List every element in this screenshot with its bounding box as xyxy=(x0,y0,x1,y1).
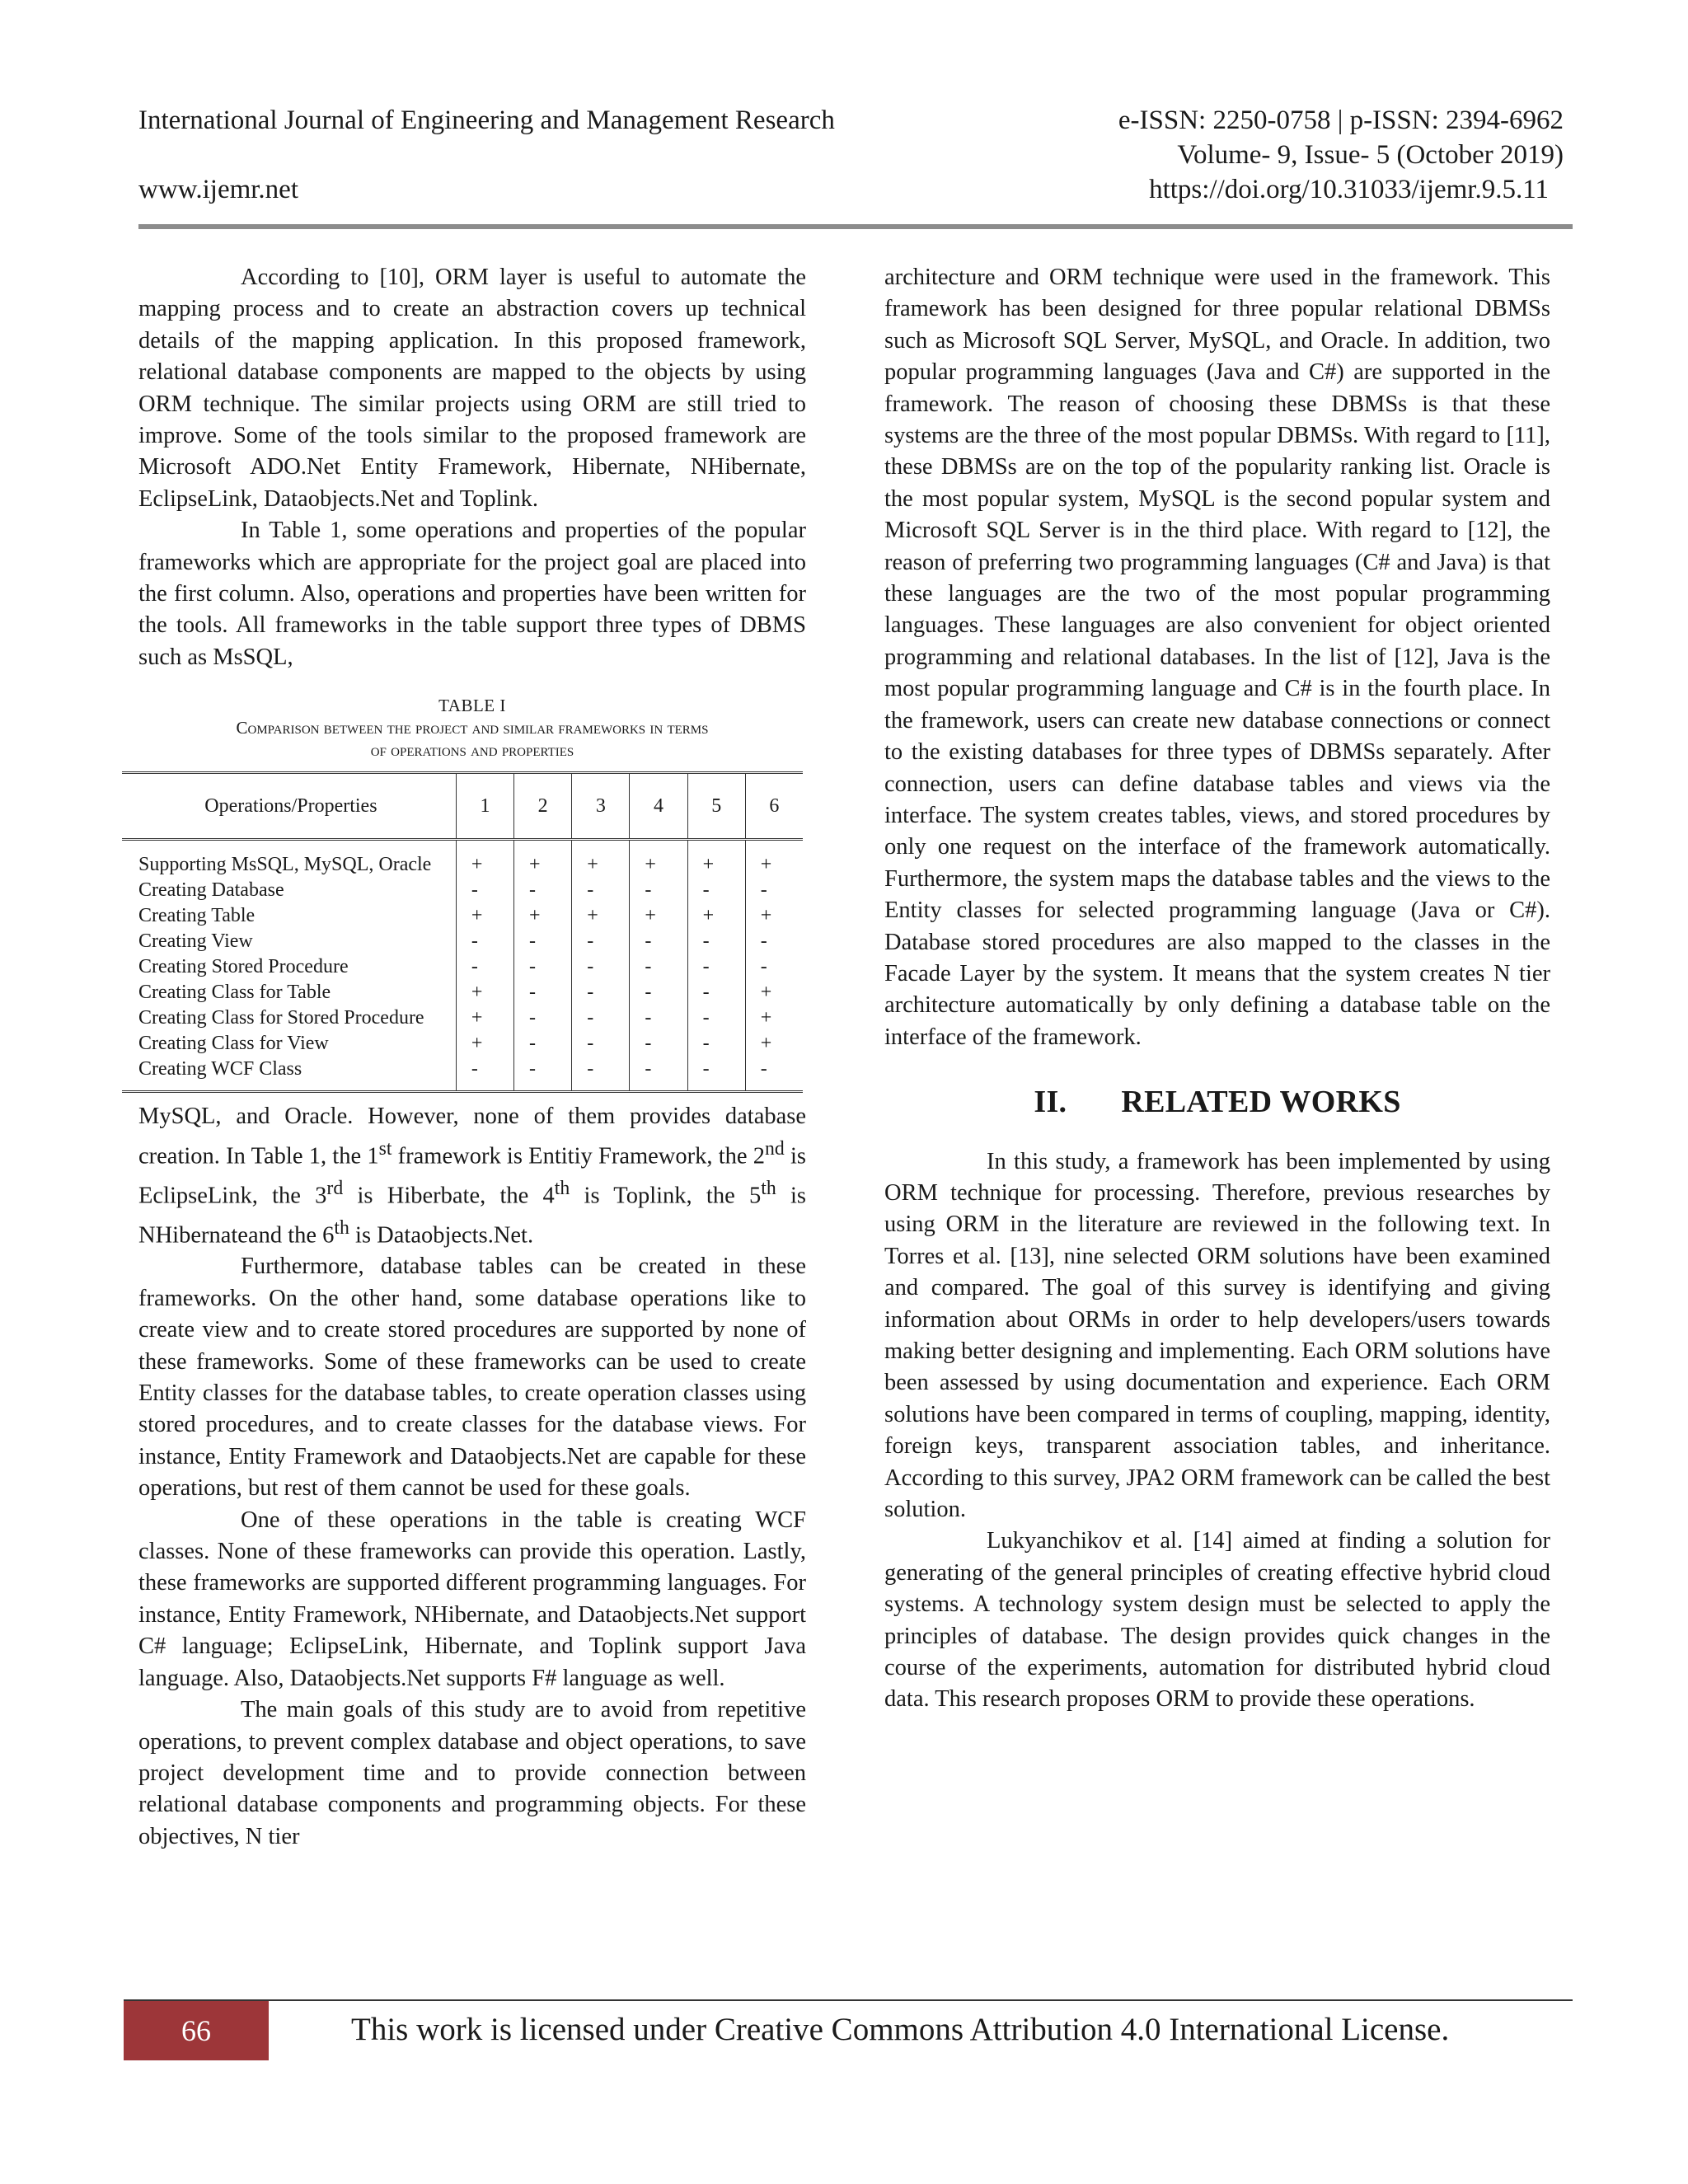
support-mark-fw-1: - xyxy=(456,878,513,903)
support-mark-fw-2: - xyxy=(514,929,572,954)
support-mark-fw-3: - xyxy=(572,1005,630,1031)
support-mark-fw-6: - xyxy=(745,1057,803,1092)
issn: e-ISSN: 2250-0758 | p-ISSN: 2394-6962 xyxy=(1118,105,1564,135)
left-column xyxy=(138,262,806,1853)
table-caption xyxy=(138,695,806,762)
table-col-header: Operations/Properties xyxy=(122,773,456,840)
right-paragraph-3: Lukyanchikov et al. [14] aimed at finding a solution for generating of the general principles of creating effective hybrid cloud systems. A technology system design must be selected to apply the principles of database. The design provides quick changes in the course of the experiments, automation for distributed hybrid cloud data. This research proposes ORM to provide these operations. xyxy=(884,1528,1550,1713)
p3-part-e: is Toplink, the 5 xyxy=(570,1183,762,1209)
support-mark-fw-1: + xyxy=(456,980,513,1005)
volume-issue: Volume- 9, Issue- 5 (October 2019) xyxy=(1177,140,1564,170)
p3-part-d: is Hiberbate, the 4 xyxy=(343,1183,555,1209)
support-mark-fw-6: - xyxy=(745,929,803,954)
support-mark-fw-4: - xyxy=(630,1031,687,1057)
support-mark-fw-1: - xyxy=(456,954,513,980)
comparison-table xyxy=(122,771,803,1093)
support-mark-fw-1: + xyxy=(456,840,513,879)
table-row xyxy=(122,903,803,929)
table-row xyxy=(122,954,803,980)
support-mark-fw-4: - xyxy=(630,929,687,954)
support-mark-fw-5: + xyxy=(687,840,745,879)
table-row xyxy=(122,1005,803,1031)
support-mark-fw-6: + xyxy=(745,980,803,1005)
ordinal-4th: th xyxy=(554,1177,570,1199)
framework-col-2: 2 xyxy=(514,773,572,840)
support-mark-fw-5: - xyxy=(687,1005,745,1031)
operation-label: Creating Database xyxy=(138,879,284,902)
p3-part-f: is NHibernateand the 6 xyxy=(138,1183,806,1248)
support-mark-fw-4: - xyxy=(630,1005,687,1031)
support-mark-fw-3: - xyxy=(572,954,630,980)
left-paragraph-5: One of these operations in the table is creating WCF classes. None of these frameworks can provide this operation. Lastly, these frameworks are supported different programming languages. For instance, Entity Framework, NHibernate, and Dataobjects.Net support C# language; EclipseLink, Hibernate, and Toplink support Java language. Also, Dataobjects.Net supports F# language as well. xyxy=(138,1507,806,1691)
operation-label: Creating Class for View xyxy=(138,1033,329,1055)
support-mark-fw-5: - xyxy=(687,929,745,954)
framework-col-5: 5 xyxy=(687,773,745,840)
support-mark-fw-4: + xyxy=(630,840,687,879)
left-paragraph-2: In Table 1, some operations and properties of the popular frameworks which are appropriate for the project goal are placed into the first column. Also, operations and properties have been written for the tools. All frameworks in the table support three types of DBMS such as MsSQL, xyxy=(138,518,806,670)
p3-part-b: framework is Entitiy Framework, the 2 xyxy=(392,1143,766,1169)
support-mark-fw-1: - xyxy=(456,929,513,954)
header-divider xyxy=(138,224,1573,229)
support-mark-fw-2: - xyxy=(514,1005,572,1031)
operation-label: Creating Stored Procedure xyxy=(138,956,349,978)
ordinal-2nd: nd xyxy=(765,1137,785,1160)
support-mark-fw-4: - xyxy=(630,980,687,1005)
doi-link[interactable]: https://doi.org/10.31033/ijemr.9.5.11 xyxy=(1149,175,1549,204)
table-label: TABLE I xyxy=(438,696,506,716)
support-mark-fw-3: - xyxy=(572,1057,630,1092)
table-body xyxy=(122,840,803,1092)
right-column xyxy=(884,262,1550,1716)
ordinal-5th: th xyxy=(761,1177,776,1199)
framework-col-4: 4 xyxy=(630,773,687,840)
operation-label: Supporting MsSQL, MySQL, Oracle xyxy=(138,854,432,876)
support-mark-fw-5: - xyxy=(687,878,745,903)
right-paragraph-2: In this study, a framework has been implemented by using ORM technique for processing. Therefore, previous researches by using ORM in the literature are reviewed in the following text. In Torres et al. [13], nine selected ORM solutions have been examined and compared. The goal of this survey is identifying and giving information about ORMs in order to help developers/users towards making better designing and implementing. Each ORM solutions have been assessed by using documentation and experience. Each ORM solutions have been compared in terms of coupling, mapping, identity, foreign keys, transparent association tables, and inheritance. According to this survey, JPA2 ORM framework can be called the best solution. xyxy=(884,1148,1550,1523)
table-row xyxy=(122,878,803,903)
support-mark-fw-3: - xyxy=(572,980,630,1005)
page-header xyxy=(138,105,1564,221)
table-title-line-2: of operations and properties xyxy=(370,740,574,761)
left-paragraph-3 xyxy=(138,1101,806,1251)
license-notice: This work is licensed under Creative Commons Attribution 4.0 International License. xyxy=(351,2012,1450,2047)
support-mark-fw-2: - xyxy=(514,1057,572,1092)
support-mark-fw-5: - xyxy=(687,980,745,1005)
support-mark-fw-2: - xyxy=(514,1031,572,1057)
support-mark-fw-4: + xyxy=(630,903,687,929)
operation-label: Creating WCF Class xyxy=(122,1057,456,1092)
support-mark-fw-2: - xyxy=(514,878,572,903)
left-paragraph-1: According to [10], ORM layer is useful to automate the mapping process and to create an abstraction covers up technical details of the mapping application. In this proposed framework, relational database components are mapped to the objects by using ORM technique. The similar projects using ORM are still tried to improve. Some of the tools similar to the proposed framework are Microsoft ADO.Net Entity Framework, Hibernate, NHibernate, EclipseLink, Dataobjects.Net and Toplink. xyxy=(138,265,806,512)
footer-divider xyxy=(124,1999,1573,2001)
ordinal-1st: st xyxy=(378,1137,392,1160)
page-number: 66 xyxy=(124,2001,269,2060)
left-paragraph-6: The main goals of this study are to avoid from repetitive operations, to prevent complex database and object operations, to save project development time and to provide connection between relational database components and programming objects. For these objectives, N tier xyxy=(138,1697,806,1849)
support-mark-fw-2: + xyxy=(514,840,572,879)
support-mark-fw-3: + xyxy=(572,840,630,879)
support-mark-fw-1: + xyxy=(456,1031,513,1057)
support-mark-fw-5: + xyxy=(687,903,745,929)
p3-part-c: is EclipseLink, the 3 xyxy=(138,1143,807,1209)
support-mark-fw-6: - xyxy=(745,878,803,903)
support-mark-fw-5: - xyxy=(687,1031,745,1057)
p3-part-a: MySQL, and Oracle. However, none of them provides database creation. In Table 1, the 1 xyxy=(138,1104,806,1169)
section-number: II. xyxy=(1034,1085,1067,1120)
support-mark-fw-6: + xyxy=(745,840,803,879)
support-mark-fw-2: + xyxy=(514,903,572,929)
support-mark-fw-6: - xyxy=(745,954,803,980)
journal-website[interactable]: www.ijemr.net xyxy=(138,175,298,204)
support-mark-fw-4: - xyxy=(630,1057,687,1092)
support-mark-fw-3: + xyxy=(572,903,630,929)
support-mark-fw-6: + xyxy=(745,903,803,929)
p3-part-g: is Dataobjects.Net. xyxy=(349,1222,534,1248)
table-row xyxy=(122,840,803,879)
support-mark-fw-6: + xyxy=(745,1031,803,1057)
support-mark-fw-5: - xyxy=(687,1057,745,1092)
operation-label: Creating Class for Table xyxy=(138,982,331,1004)
support-mark-fw-3: - xyxy=(572,929,630,954)
table-row xyxy=(122,1031,803,1057)
operation-label: Creating Class for Stored Procedure xyxy=(138,1007,424,1029)
table-header-row xyxy=(122,773,803,840)
support-mark-fw-1: + xyxy=(456,1005,513,1031)
table-row xyxy=(122,1057,803,1092)
support-mark-fw-1: - xyxy=(456,1057,513,1092)
right-paragraph-1: architecture and ORM technique were used in the framework. This framework has been designed for three popular relational DBMSs such as Microsoft SQL Server, MySQL, and Oracle. In addition, two popular programming languages (Java and C#) are supported in the framework. The reason of choosing these DBMSs is that these systems are the three of the most popular DBMSs. With regard to [11], these DBMSs are on the top of the popularity ranking list. Oracle is the most popular system, MySQL is the second popular system and Microsoft SQL Server is in the third place. With regard to [12], the reason of preferring two programming languages (C# and Java) is that these languages are the two of the most popular programming languages. These languages are also convenient for object oriented programming and relational databases. In the list of [12], Java is the most popular programming language and C# is in the fourth place. In the framework, users can create new database connections or connect to the existing databases for three types of DBMSs separately. After connection, users can define database tables and views via the interface. The system creates tables, views, and stored procedures by only one request on the interface of the framework automatically. Furthermore, the system maps the database tables and the views to the Entity classes for selected programming language (Java or C#). Database stored procedures are also mapped to the classes in the Facade Layer by the system. It means that the system creates N tier architecture automatically by only defining a database table on the interface of the framework. xyxy=(884,265,1550,1050)
support-mark-fw-5: - xyxy=(687,954,745,980)
table-row xyxy=(122,980,803,1005)
left-paragraph-4: Furthermore, database tables can be created in these frameworks. On the other hand, some database operations like to create view and to create stored procedures are supported by none of these frameworks. Some of these frameworks can be used to create Entity classes for the database tables, to create operation classes using stored procedures, and to create classes for the database views. For instance, Entity Framework and Dataobjects.Net are capable for these operations, but rest of them cannot be used for these goals. xyxy=(138,1254,806,1502)
operation-label: Creating Table xyxy=(138,905,256,927)
table-row xyxy=(122,929,803,954)
support-mark-fw-3: - xyxy=(572,878,630,903)
journal-name: International Journal of Engineering and Management Research xyxy=(138,105,835,135)
support-mark-fw-4: - xyxy=(630,954,687,980)
section-heading xyxy=(884,1086,1550,1118)
section-title: RELATED WORKS xyxy=(1121,1085,1401,1120)
ordinal-6th: th xyxy=(334,1216,349,1239)
support-mark-fw-2: - xyxy=(514,954,572,980)
ordinal-3rd: rd xyxy=(326,1177,344,1199)
support-mark-fw-2: - xyxy=(514,980,572,1005)
support-mark-fw-4: - xyxy=(630,878,687,903)
framework-col-6: 6 xyxy=(745,773,803,840)
framework-col-3: 3 xyxy=(572,773,630,840)
support-mark-fw-3: - xyxy=(572,1031,630,1057)
support-mark-fw-1: + xyxy=(456,903,513,929)
framework-col-1: 1 xyxy=(456,773,513,840)
table-title-line-1: Comparison between the project and similar frameworks in terms xyxy=(236,718,709,738)
operation-label: Creating View xyxy=(138,930,253,953)
support-mark-fw-6: + xyxy=(745,1005,803,1031)
